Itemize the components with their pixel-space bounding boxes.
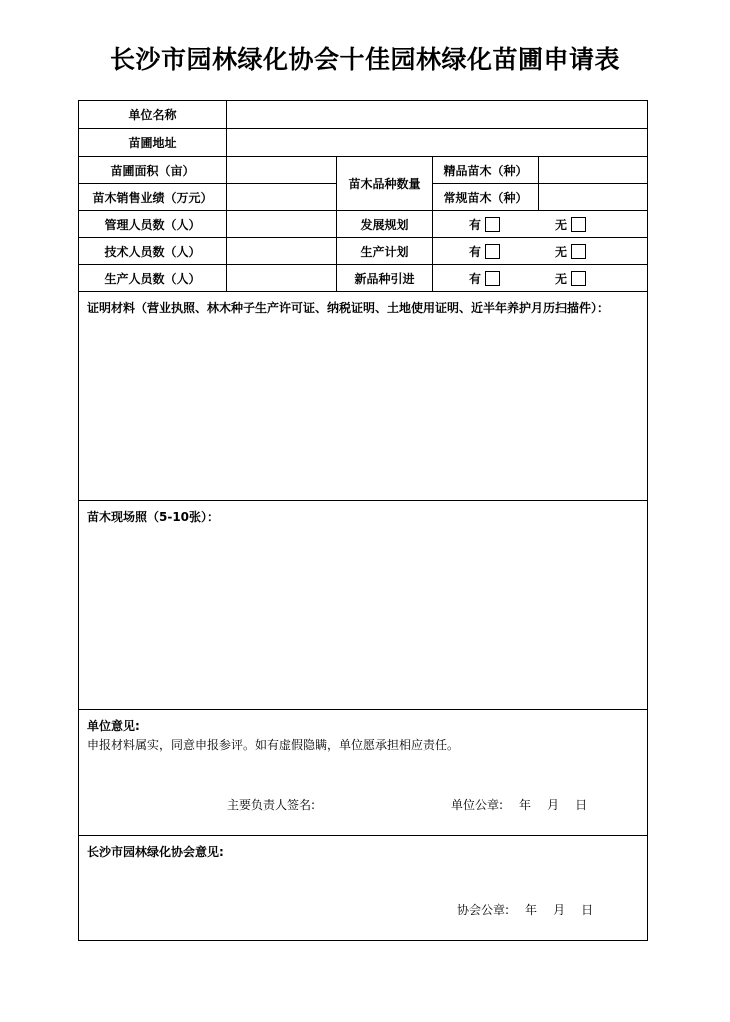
- certificates-label: 证明材料（营业执照、林木种子生产许可证、纳税证明、土地使用证明、近半年养护月历扫描件）：: [87, 301, 610, 315]
- label-variety-count: 苗木品种数量: [337, 157, 433, 211]
- no-label: 无: [555, 244, 568, 259]
- unit-name-field[interactable]: [227, 101, 647, 129]
- page-title: 长沙市园林绿化协会十佳园林绿化苗圃申请表: [109, 45, 620, 74]
- label-sales-performance: 苗木销售业绩（万元）: [79, 184, 227, 211]
- unit-seal-line: [451, 796, 587, 813]
- photos-section[interactable]: [79, 501, 647, 710]
- sales-performance-field[interactable]: [227, 184, 337, 211]
- prod-plan-options: [433, 238, 647, 265]
- month-label: 月: [553, 903, 566, 917]
- no-label: 无: [555, 217, 568, 232]
- prod-plan-no[interactable]: [555, 243, 586, 260]
- checkbox[interactable]: [571, 271, 586, 286]
- regular-seedlings-field[interactable]: [539, 184, 647, 211]
- application-form: [78, 100, 648, 941]
- signature-label: 主要负责人签名:: [227, 798, 316, 812]
- fine-seedlings-field[interactable]: [539, 157, 647, 184]
- dev-plan-yes[interactable]: [469, 216, 500, 233]
- prod-plan-yes[interactable]: [469, 243, 500, 260]
- nursery-area-field[interactable]: [227, 157, 337, 184]
- unit-seal-label: 单位公章:: [451, 798, 504, 812]
- new-variety-yes[interactable]: [469, 270, 500, 287]
- checkbox[interactable]: [485, 271, 500, 286]
- checkbox[interactable]: [485, 217, 500, 232]
- label-production-staff: 生产人员数（人）: [79, 265, 227, 292]
- label-dev-plan: 发展规划: [337, 211, 433, 238]
- new-variety-options: [433, 265, 647, 292]
- label-managers: 管理人员数（人）: [79, 211, 227, 238]
- year-label: 年: [519, 798, 532, 812]
- nursery-address-field[interactable]: [227, 129, 647, 157]
- unit-opinion-label: 单位意见:: [87, 719, 140, 733]
- assoc-opinion-section: [79, 836, 647, 940]
- checkbox[interactable]: [571, 244, 586, 259]
- yes-label: 有: [469, 244, 482, 259]
- unit-opinion-text: 申报材料属实，同意申报参评。如有虚假隐瞒，单位愿承担相应责任。: [87, 738, 460, 752]
- label-new-variety: 新品种引进: [337, 265, 433, 292]
- assoc-seal-line: [457, 901, 593, 918]
- label-prod-plan: 生产计划: [337, 238, 433, 265]
- label-regular-seedlings: 常规苗木（种）: [433, 184, 539, 211]
- day-label: 日: [575, 798, 588, 812]
- production-staff-field[interactable]: [227, 265, 337, 292]
- yes-label: 有: [469, 217, 482, 232]
- label-nursery-area: 苗圃面积（亩）: [79, 157, 227, 184]
- month-label: 月: [547, 798, 560, 812]
- label-unit-name: 单位名称: [79, 101, 227, 129]
- photos-label: 苗木现场照（5-10张）：: [87, 510, 220, 524]
- assoc-opinion-label: 长沙市园林绿化协会意见:: [87, 845, 224, 859]
- no-label: 无: [555, 271, 568, 286]
- unit-opinion-section: [79, 710, 647, 836]
- label-nursery-address: 苗圃地址: [79, 129, 227, 157]
- assoc-seal-label: 协会公章:: [457, 903, 510, 917]
- year-label: 年: [525, 903, 538, 917]
- certificates-section[interactable]: [79, 292, 647, 501]
- label-fine-seedlings: 精品苗木（种）: [433, 157, 539, 184]
- day-label: 日: [581, 903, 594, 917]
- checkbox[interactable]: [571, 217, 586, 232]
- dev-plan-options: [433, 211, 647, 238]
- yes-label: 有: [469, 271, 482, 286]
- label-technicians: 技术人员数（人）: [79, 238, 227, 265]
- technicians-field[interactable]: [227, 238, 337, 265]
- new-variety-no[interactable]: [555, 270, 586, 287]
- managers-field[interactable]: [227, 211, 337, 238]
- dev-plan-no[interactable]: [555, 216, 586, 233]
- checkbox[interactable]: [485, 244, 500, 259]
